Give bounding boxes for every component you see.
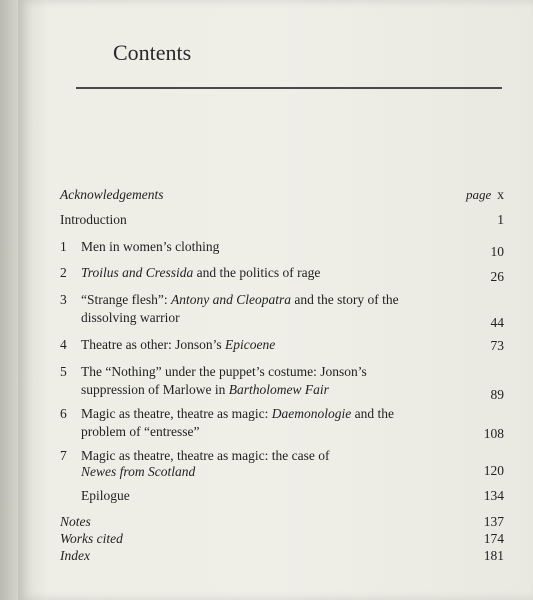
page-number: x [497, 187, 504, 202]
toc-entry-title: Men in women’s clothing [81, 239, 220, 254]
toc-entry-page: 134 [483, 488, 504, 503]
toc-entry-page: 1 [497, 212, 504, 227]
toc-entry-title: Theatre as other: Jonson’s Epicoene [81, 337, 276, 352]
chapter-number: 1 [60, 239, 67, 254]
toc-entry-page [466, 186, 504, 204]
toc-entry-page: 137 [483, 514, 504, 529]
toc-entry-title-line2: suppression of Marlowe in Bartholomew Fair [81, 382, 329, 397]
title-rule [76, 87, 502, 89]
chapter-number: 4 [60, 337, 67, 352]
toc-entry-title: Troilus and Cressida and the politics of rage [81, 265, 321, 280]
toc-entry-title: Introduction [60, 212, 127, 227]
chapter-number: 6 [60, 406, 67, 421]
toc-entry-page: 174 [483, 531, 504, 546]
toc-entry-page: 108 [483, 426, 504, 441]
toc-entry-title: Works cited [60, 531, 123, 546]
toc-entry-page: 73 [490, 338, 504, 353]
toc-entry-title: The “Nothing” under the puppet’s costume: Jonson’s [81, 364, 367, 379]
page-title: Contents [113, 40, 192, 65]
toc-entry-title: Epilogue [81, 488, 130, 503]
toc-entry-title: “Strange flesh”: Antony and Cleopatra and the story of the [81, 292, 399, 307]
toc-entry-page: 120 [483, 463, 504, 478]
book-page [18, 0, 533, 600]
toc-entry-title: Magic as theatre, theatre as magic: Daemonologie and the [81, 406, 395, 421]
toc-entry-title-line2: dissolving warrior [81, 310, 180, 325]
chapter-number: 7 [60, 448, 67, 463]
chapter-number: 5 [60, 364, 67, 379]
toc-entry-page: 89 [490, 387, 504, 402]
toc-entry-title: Magic as theatre, theatre as magic: the case of [81, 448, 330, 463]
toc-entry-page: 181 [483, 548, 504, 563]
toc-entry-page: 44 [490, 315, 504, 330]
toc-entry-page: 26 [490, 269, 504, 284]
toc-entry-title: Acknowledgements [60, 187, 164, 202]
chapter-number: 2 [60, 265, 67, 280]
chapter-number: 3 [60, 292, 67, 307]
toc-entry-title: Notes [60, 514, 91, 529]
toc-entry-title: Index [60, 548, 90, 563]
toc-entry-title-line2: problem of “entresse” [81, 424, 200, 439]
toc-entry-title-line2: Newes from Scotland [81, 464, 196, 479]
book-gutter [0, 0, 18, 600]
toc-entry-page: 10 [490, 244, 504, 259]
page-word: page [465, 187, 492, 202]
